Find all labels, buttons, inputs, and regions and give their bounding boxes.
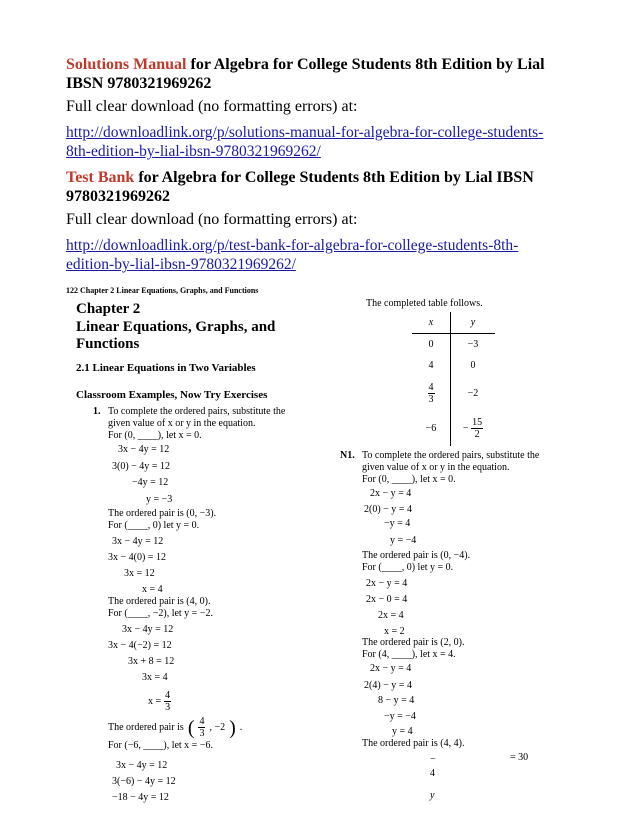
denominator: 2 [474,428,480,440]
table-cell: 0 [412,334,451,356]
table-row [412,376,495,410]
solutions-manual-label: Solutions Manual [66,56,187,73]
numerator: 4 [199,716,205,727]
test-bank-title-rest: for Algebra for College Students 8th Edition by Lial IBSN [134,169,534,186]
stray-minus: − [430,754,436,765]
equation: y = −3 [146,494,173,505]
equation: 2x − y = 4 [370,488,412,499]
fraction [471,417,483,440]
denominator: 3 [199,728,205,739]
equation: 2x = 4 [378,610,404,621]
exercise-number: 1. [93,406,101,417]
left-intro-line1: To complete the ordered pairs, substitute the [108,406,286,417]
test-bank-isbn: 9780321969262 [66,188,170,205]
numerator: 4 [428,381,434,393]
equation: 3x = 4 [142,672,168,683]
equation: 2x − y = 4 [370,663,412,674]
solutions-isbn: IBSN 9780321969262 [66,75,212,92]
right-for1: For (0, ____), let x = 0. [362,474,456,485]
numerator: 15 [472,416,483,428]
left-intro-line2: given value of x or y in the equation. [108,418,256,429]
right-pair1: The ordered pair is (0, −4). [362,550,471,561]
equation: 2x − 0 = 4 [366,594,408,605]
period: . [239,721,243,733]
values-table [412,312,495,446]
table-cell: −2 [467,387,479,399]
equation: x = 2 [384,626,405,637]
test-bank-title [66,168,606,187]
left-paren: ( [187,716,195,739]
left-for3: For (____, −2), let y = −2. [108,608,213,619]
numerator: 4 [165,690,171,701]
right-pair2: The ordered pair is (2, 0). [362,637,465,648]
equation: 2x − y = 4 [366,578,408,589]
equation: 3x − 4y = 12 [122,624,174,635]
right-intro-line1: To complete the ordered pairs, substitute the [362,450,540,461]
equation: 3(−6) − 4y = 12 [112,776,176,787]
equation: −4y = 12 [132,477,169,488]
right-for3: For (4, ____), let x = 4. [362,649,456,660]
equation: 8 − y = 4 [378,695,415,706]
exercise-number-n1: N1. [340,450,355,461]
left-pair3 [108,716,242,739]
x-equals: x = [148,696,162,707]
stray-equals: = 30 [510,752,529,763]
right-intro-line2: given value of x or y in the equation. [362,462,510,473]
equation: y = −4 [390,535,417,546]
x-equals-fraction [148,690,171,713]
stray-y: y [430,790,435,801]
equation: −y = 4 [384,518,411,529]
denominator: 3 [165,702,171,713]
table-row [412,355,495,376]
table-cell: 4 [412,355,451,376]
equation: x = 4 [142,584,163,595]
equation: 3x − 4(0) = 12 [108,552,166,563]
table-cell: 0 [470,360,476,371]
table-header-x: x [412,312,451,334]
left-for4: For (−6, ____), let x = −6. [108,740,213,751]
equation: 3x − 4y = 12 [116,760,168,771]
equation: y = 4 [392,726,413,737]
table-cell: −6 [412,410,451,446]
right-pair3: The ordered pair is (4, 4). [362,738,465,749]
equation: 2(4) − y = 4 [364,680,412,691]
fraction [198,716,205,739]
table-row [412,410,495,446]
right-for2: For (____, 0) let y = 0. [362,562,454,573]
chapter-title-line2: Functions [76,336,140,352]
equation: 3x + 8 = 12 [128,656,175,667]
pair3-tail: , −2 [209,721,226,733]
equation: 3x = 12 [124,568,155,579]
left-pair1: The ordered pair is (0, −3). [108,508,217,519]
equation: 3(0) − 4y = 12 [112,461,170,472]
left-pair2: The ordered pair is (4, 0). [108,596,211,607]
section-title: 2.1 Linear Equations in Two Variables [76,362,256,374]
equation: −18 − 4y = 12 [112,792,169,803]
completed-table-caption: The completed table follows. [366,298,483,309]
equation: 2(0) − y = 4 [364,504,412,515]
subsection-title: Classroom Examples, Now Try Exercises [76,389,268,401]
table-cell-fraction [412,376,451,410]
table-header-y: y [451,312,496,334]
test-bank-link-line1[interactable]: http://downloadlink.org/p/test-bank-for-algebra-for-college-students-8th- [66,237,519,254]
solutions-title-rest: for Algebra for College Students 8th Edition by Lial [186,56,545,73]
fraction [164,690,171,713]
page-header: 122 Chapter 2 Linear Equations, Graphs, and Functions [66,286,259,295]
table-row [412,334,495,356]
table-cell-fraction: − $\frac{15}{2}$ [462,416,483,440]
chapter-title-line1: Linear Equations, Graphs, and [76,319,276,335]
table-cell: −3 [467,339,479,350]
left-for2: For (____, 0) let y = 0. [108,520,200,531]
chapter-number: Chapter 2 [76,301,141,317]
test-bank-download-text: Full clear download (no formatting errors) at: [66,211,358,228]
equation: −y = −4 [384,711,416,722]
left-for1: For (0, ____), let x = 0. [108,430,202,441]
test-bank-label: Test Bank [66,169,135,186]
right-paren: ) [229,716,236,739]
solutions-manual-title [66,55,606,74]
denominator: 3 [428,393,434,405]
stray-four: 4 [430,768,435,779]
pair3-text: The ordered pair is [108,721,184,733]
solutions-link-line2[interactable]: 8th-edition-by-lial-ibsn-9780321969262/ [66,143,321,160]
solutions-link-line1[interactable]: http://downloadlink.org/p/solutions-manual-for-algebra-for-college-students- [66,124,544,141]
fraction [428,382,435,405]
test-bank-link-line2[interactable]: edition-by-lial-ibsn-9780321969262/ [66,256,296,273]
equation: 3x − 4(−2) = 12 [108,640,172,651]
equation: 3x − 4y = 12 [118,444,170,455]
table-header-row [412,312,495,334]
solutions-download-text: Full clear download (no formatting errors) at: [66,98,358,115]
equation: 3x − 4y = 12 [112,536,164,547]
